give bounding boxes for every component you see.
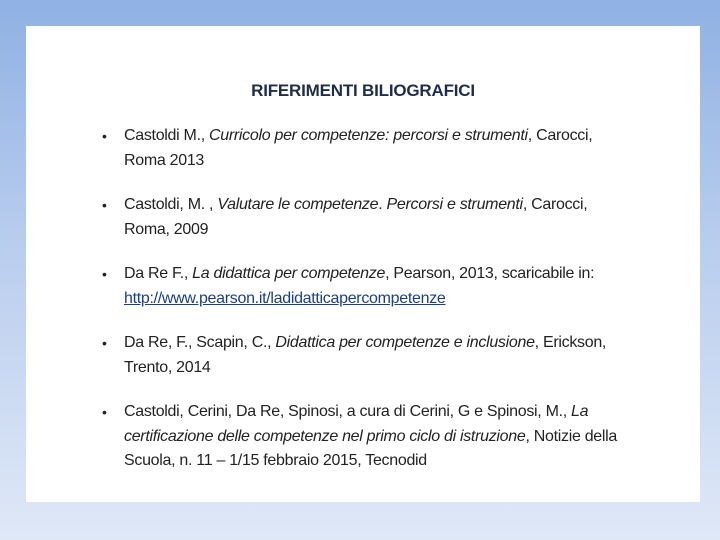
reference-title: Didattica per competenze e inclusione [275,334,535,351]
bullet-icon: • [102,266,107,282]
bullet-icon: • [102,404,107,420]
reference-title: Percorsi e strumenti [386,196,523,213]
reference-text: , Carocci, Roma, 2009 [124,196,588,238]
reference-text: . [378,196,387,213]
pearson-link[interactable]: http://www.pearson.it/ladidatticapercompetenze [124,289,446,307]
reference-text: Da Re F., [124,265,193,282]
list-item [96,262,636,311]
reference-text: , Notizie della Scuola, n. 11 – 1/15 febbraio 2015, Tecnodid [124,427,618,469]
slide [26,26,700,502]
reference-list [96,124,636,494]
reference-title: La didattica per competenze [192,265,386,282]
page-title: RIFERIMENTI BILIOGRAFICI [251,81,475,100]
list-item [96,331,636,380]
reference-text: , Erickson, Trento, 2014 [124,334,607,376]
reference-title: Valutare le competenze [217,196,379,213]
list-item [96,400,636,474]
bullet-icon: • [102,128,107,144]
reference-title: Curricolo per competenze: percorsi e strumenti [209,127,528,144]
reference-text: Da Re, F., Scapin, C., [124,334,276,351]
reference-text: Castoldi, Cerini, Da Re, Spinosi, a cura di Cerini, G e Spinosi, M., [124,403,572,420]
bullet-icon: • [102,335,107,351]
reference-text: Castoldi, M. , [124,196,218,213]
list-item [96,193,636,242]
reference-text: , Carocci, Roma 2013 [124,127,593,169]
reference-text: Castoldi M., [124,127,210,144]
bullet-icon: • [102,197,107,213]
reference-title: La certificazione delle competenze nel primo ciclo di istruzione [124,403,589,445]
list-item [96,124,636,173]
reference-text: , Pearson, 2013, scaricabile in: [385,265,595,282]
